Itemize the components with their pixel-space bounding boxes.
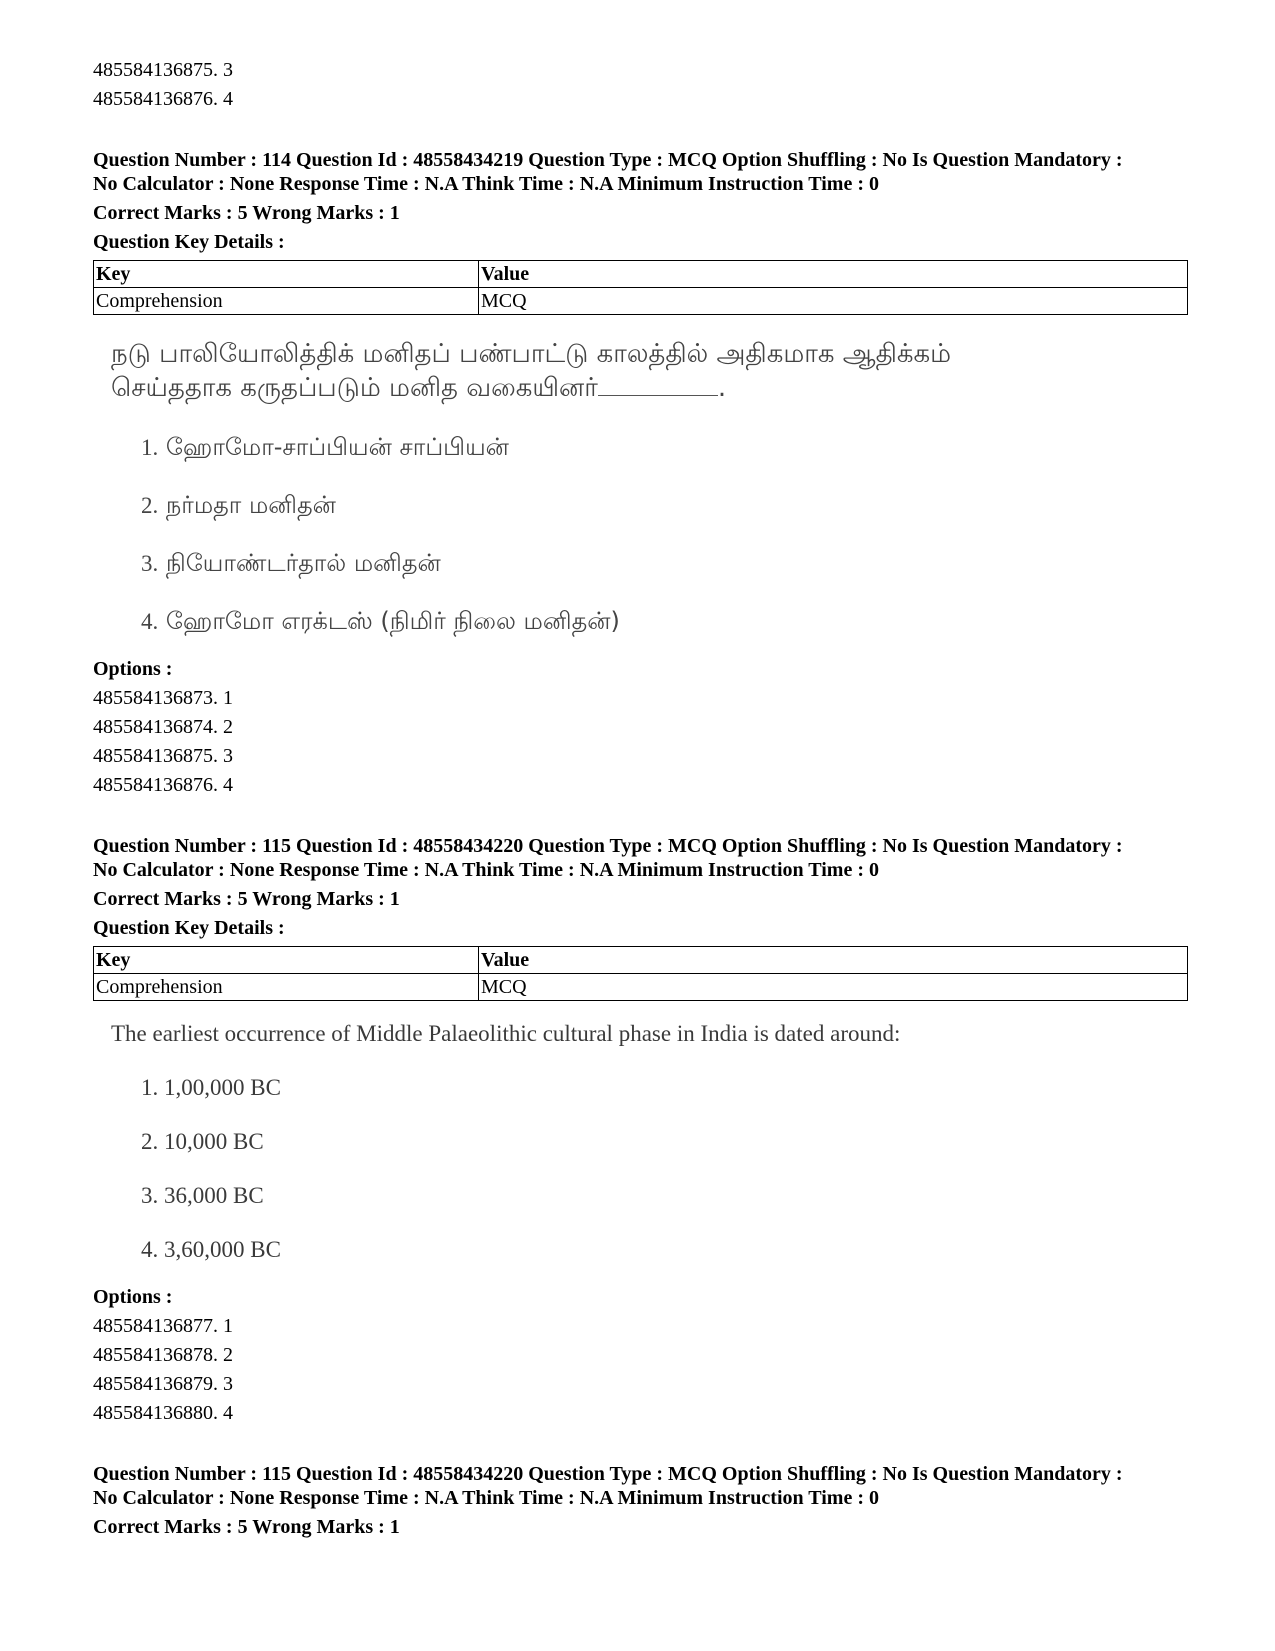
choice-number: 3. — [141, 1183, 159, 1208]
choice-text: 1,00,000 BC — [164, 1075, 281, 1100]
option-line: 485584136876. 4 — [93, 88, 233, 110]
key-details-table — [93, 260, 1188, 315]
option-line: 485584136875. 3 — [93, 59, 233, 81]
choice-text: 36,000 BC — [164, 1183, 264, 1208]
choice-item — [111, 432, 1188, 463]
table-header-value: Value — [479, 947, 1188, 974]
answer-blank — [598, 373, 718, 396]
question-text-line: நடு பாலியோலித்திக் மனிதப் பண்பாட்டு காலத்தில் அதிகமாக ஆதிக்கம் — [111, 339, 952, 369]
question-text-line — [111, 371, 1188, 405]
option-line: 485584136874. 2 — [93, 716, 233, 738]
question-header: No Calculator : None Response Time : N.A Think Time : N.A Minimum Instruction Time : 0 — [93, 173, 879, 195]
marks-line: Correct Marks : 5 Wrong Marks : 1 — [93, 888, 400, 910]
option-line: 485584136876. 4 — [93, 774, 233, 796]
question-header: Question Number : 114 Question Id : 48558434219 Question Type : MCQ Option Shuffling : No Is Question Mandatory : — [93, 149, 1123, 171]
options-label: Options : — [93, 1286, 173, 1308]
option-line: 485584136878. 2 — [93, 1344, 233, 1366]
key-details-table — [93, 946, 1188, 1001]
choice-text: 10,000 BC — [164, 1129, 264, 1154]
choice-item — [111, 1181, 1188, 1211]
choice-text: 3,60,000 BC — [164, 1237, 281, 1262]
choice-number: 1. — [141, 435, 159, 460]
question-header: No Calculator : None Response Time : N.A Think Time : N.A Minimum Instruction Time : 0 — [93, 1487, 879, 1509]
option-line: 485584136880. 4 — [93, 1402, 233, 1424]
choice-number: 2. — [141, 493, 159, 518]
question-header: No Calculator : None Response Time : N.A Think Time : N.A Minimum Instruction Time : 0 — [93, 859, 879, 881]
table-cell-key: Comprehension — [94, 288, 479, 315]
question-header: Question Number : 115 Question Id : 48558434220 Question Type : MCQ Option Shuffling : No Is Question Mandatory : — [93, 835, 1123, 857]
key-details-label: Question Key Details : — [93, 917, 285, 939]
choice-number: 4. — [141, 609, 159, 634]
table-header-row — [94, 947, 1188, 974]
option-line: 485584136879. 3 — [93, 1373, 233, 1395]
question-end: . — [717, 373, 727, 403]
choice-text: நியோண்டர்தால் மனிதன் — [165, 549, 441, 577]
question-image — [93, 337, 1188, 637]
table-header-value: Value — [479, 261, 1188, 288]
marks-line: Correct Marks : 5 Wrong Marks : 1 — [93, 202, 400, 224]
choice-number: 1. — [141, 1075, 159, 1100]
choice-number: 3. — [141, 551, 159, 576]
question-text: The earliest occurrence of Middle Palaeolithic cultural phase in India is dated around: — [111, 1021, 901, 1046]
table-row — [94, 974, 1188, 1001]
choice-text: நர்மதா மனிதன் — [165, 491, 336, 519]
table-header-key: Key — [94, 947, 479, 974]
question-image — [93, 1019, 1188, 1265]
choice-item — [111, 606, 1188, 637]
choice-text: ஹோமோ-சாப்பியன் சாப்பியன் — [165, 433, 509, 461]
table-cell-key: Comprehension — [94, 974, 479, 1001]
choice-item — [111, 1235, 1188, 1265]
option-line: 485584136873. 1 — [93, 687, 233, 709]
document-page — [93, 56, 1188, 1542]
options-label: Options : — [93, 658, 173, 680]
option-line: 485584136877. 1 — [93, 1315, 233, 1337]
marks-line: Correct Marks : 5 Wrong Marks : 1 — [93, 1516, 400, 1538]
question-text — [111, 337, 1188, 405]
question-header: Question Number : 115 Question Id : 48558434220 Question Type : MCQ Option Shuffling : No Is Question Mandatory : — [93, 1463, 1123, 1485]
choice-number: 2. — [141, 1129, 159, 1154]
choice-item — [111, 490, 1188, 521]
option-line: 485584136875. 3 — [93, 745, 233, 767]
choice-item — [111, 1127, 1188, 1157]
table-header-row — [94, 261, 1188, 288]
table-cell-value: MCQ — [479, 288, 1188, 315]
table-row — [94, 288, 1188, 315]
choice-item — [111, 548, 1188, 579]
choice-text: ஹோமோ எரக்டஸ் (நிமிர் நிலை மனிதன்) — [165, 607, 620, 635]
key-details-label: Question Key Details : — [93, 231, 285, 253]
choice-item — [111, 1073, 1188, 1103]
table-header-key: Key — [94, 261, 479, 288]
question-text-segment: செய்ததாக கருதப்படும் மனித வகையினர் — [111, 373, 598, 403]
choice-number: 4. — [141, 1237, 159, 1262]
table-cell-value: MCQ — [479, 974, 1188, 1001]
